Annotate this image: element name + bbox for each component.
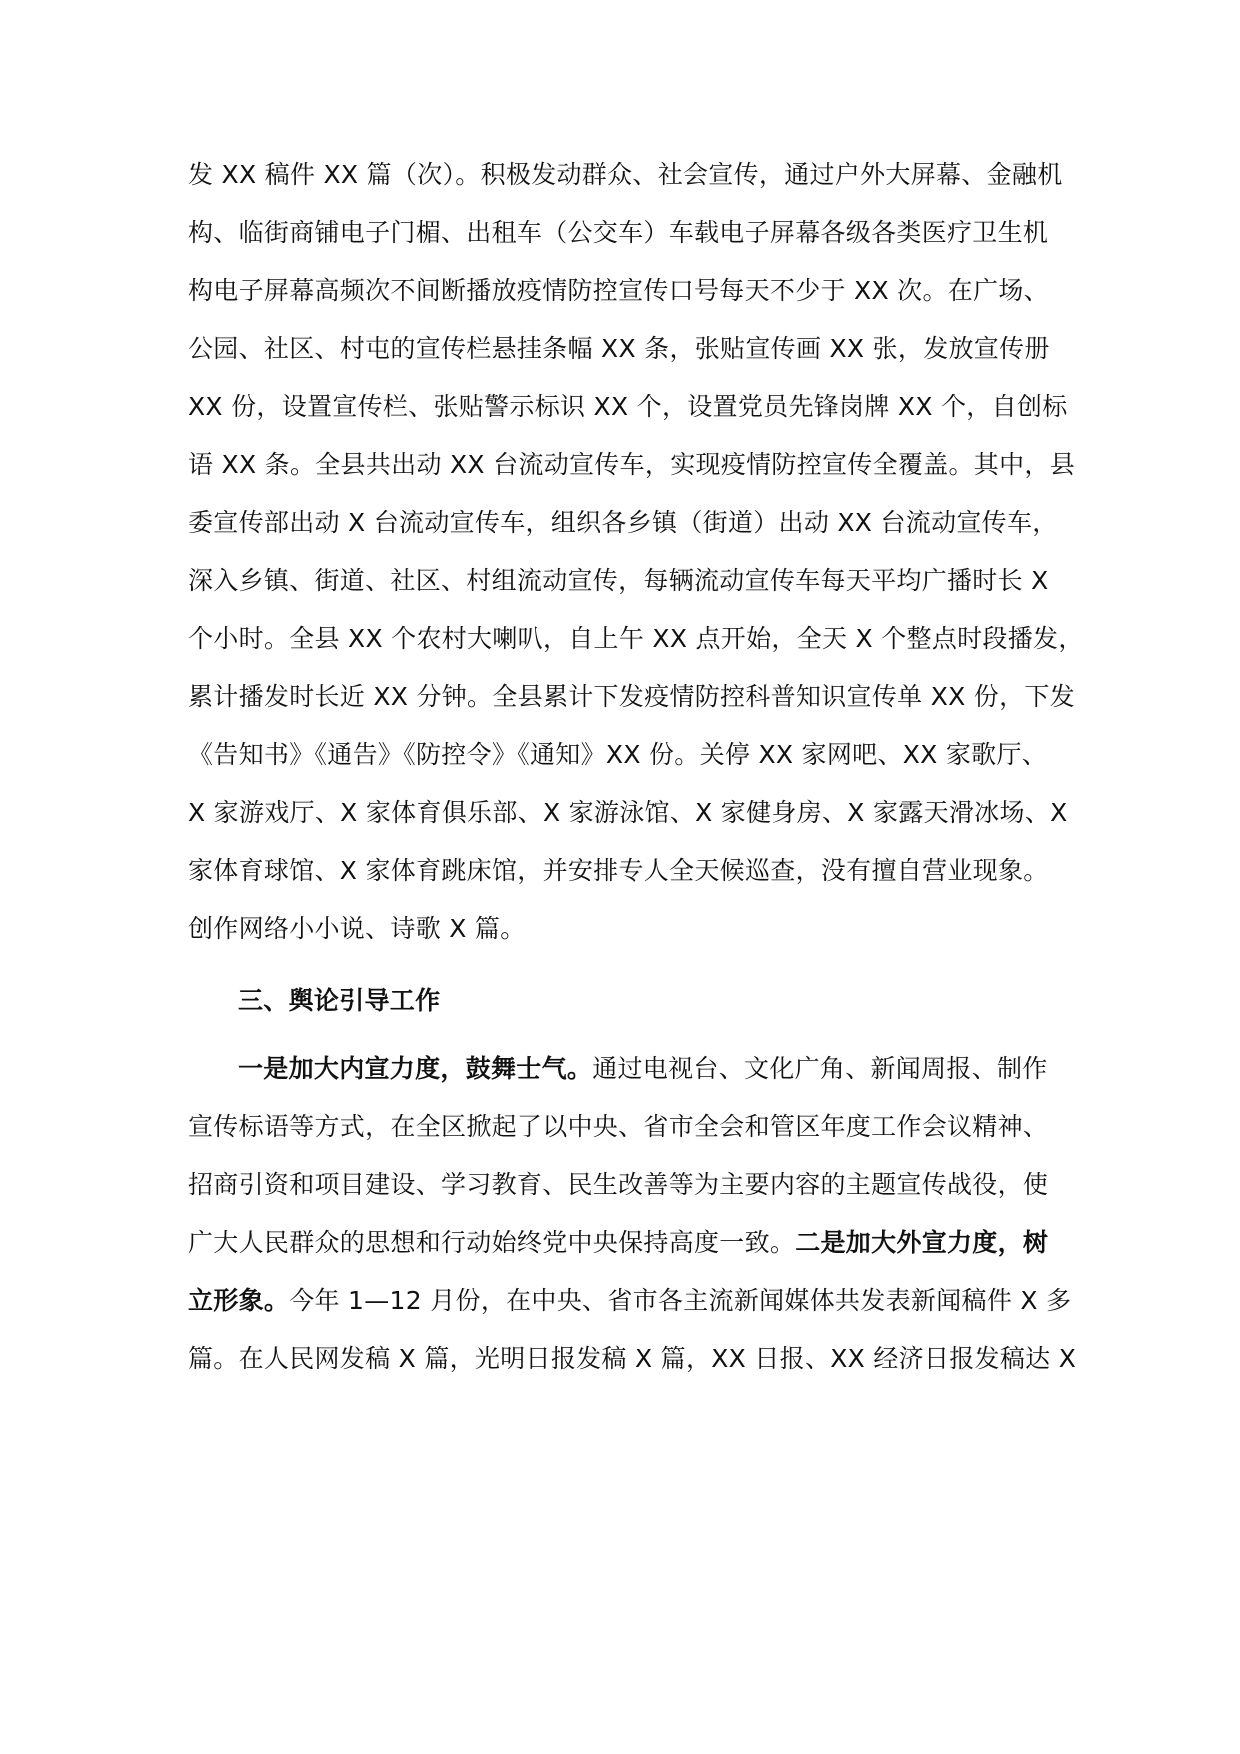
body-text-line: 公园、社区、村屯的宣传栏悬挂条幅 XX 条，张贴宣传画 XX 张，发放宣传册 (188, 334, 1050, 363)
body-text-line: 累计播发时长近 XX 分钟。全县累计下发疫情防控科普知识宣传单 XX 份，下发 (188, 682, 1075, 711)
body-text-line: 构、临街商铺电子门楣、出租车（公交车）车载电子屏幕各级各类医疗卫生机 (188, 218, 1049, 247)
body-text-line: 委宣传部出动 X 台流动宣传车，组织各乡镇（街道）出动 XX 台流动宣传车， (188, 508, 1058, 537)
body-text-line: 发 XX 稿件 XX 篇（次）。积极发动群众、社会宣传，通过户外大屏幕、金融机 (188, 160, 1063, 189)
body-text-line: X 家游戏厅、X 家体育俱乐部、X 家游泳馆、X 家健身房、X 家露天滑冰场、X (188, 798, 1068, 827)
body-text-line: 家体育球馆、X 家体育跳床馆，并安排专人全天候巡查，没有擅自营业现象。 (188, 856, 1049, 885)
body-text-span: 今年 1—12 月份，在中央、省市各主流新闻媒体共发表新闻稿件 X 多 (289, 1286, 1072, 1315)
body-text-line: 创作网络小小说、诗歌 X 篇。 (188, 914, 526, 943)
emphasis-text: 二是加大外宣力度，树 (795, 1228, 1049, 1257)
body-text-line: 篇。在人民网发稿 X 篇，光明日报发稿 X 篇，XX 日报、XX 经济日报发稿达 X (188, 1344, 1077, 1373)
body-text-line: 宣传标语等方式，在全区掀起了以中央、省市全会和管区年度工作会议精神、 (188, 1112, 1049, 1141)
body-text-line (188, 1284, 1088, 1318)
body-text-line: 语 XX 条。全县共出动 XX 台流动宣传车，实现疫情防控宣传全覆盖。其中，县 (188, 450, 1075, 479)
body-text-line: 深入乡镇、街道、社区、村组流动宣传，每辆流动宣传车每天平均广播时长 X (188, 566, 1049, 595)
body-text-line: 《告知书》《通告》《防控令》《通知》XX 份。关停 XX 家网吧、XX 家歌厅、 (188, 740, 1048, 769)
body-text-line: 构电子屏幕高频次不间断播放疫情防控宣传口号每天不少于 XX 次。在广场、 (188, 276, 1049, 305)
emphasis-text: 立形象。 (188, 1286, 290, 1315)
body-text-line: XX 份，设置宣传栏、张贴警示标识 XX 个，设置党员先锋岗牌 XX 个，自创标 (188, 392, 1068, 421)
body-text-line: 个小时。全县 XX 个农村大喇叭，自上午 XX 点开始，全天 X 个整点时段播发， (188, 624, 1084, 653)
body-text-span: 广大人民群众的思想和行动始终党中央保持高度一致。 (188, 1228, 796, 1257)
body-text-line: 招商引资和项目建设、学习教育、民生改善等为主要内容的主题宣传战役，使 (188, 1170, 1049, 1199)
body-text-span: 通过电视台、文化广角、新闻周报、制作 (592, 1054, 1048, 1083)
emphasis-text: 一是加大内宣力度，鼓舞士气。 (238, 1054, 593, 1083)
body-text-line (238, 1052, 1138, 1086)
section-heading: 三、舆论引导工作 (238, 986, 441, 1015)
body-text-line (188, 1226, 1088, 1260)
